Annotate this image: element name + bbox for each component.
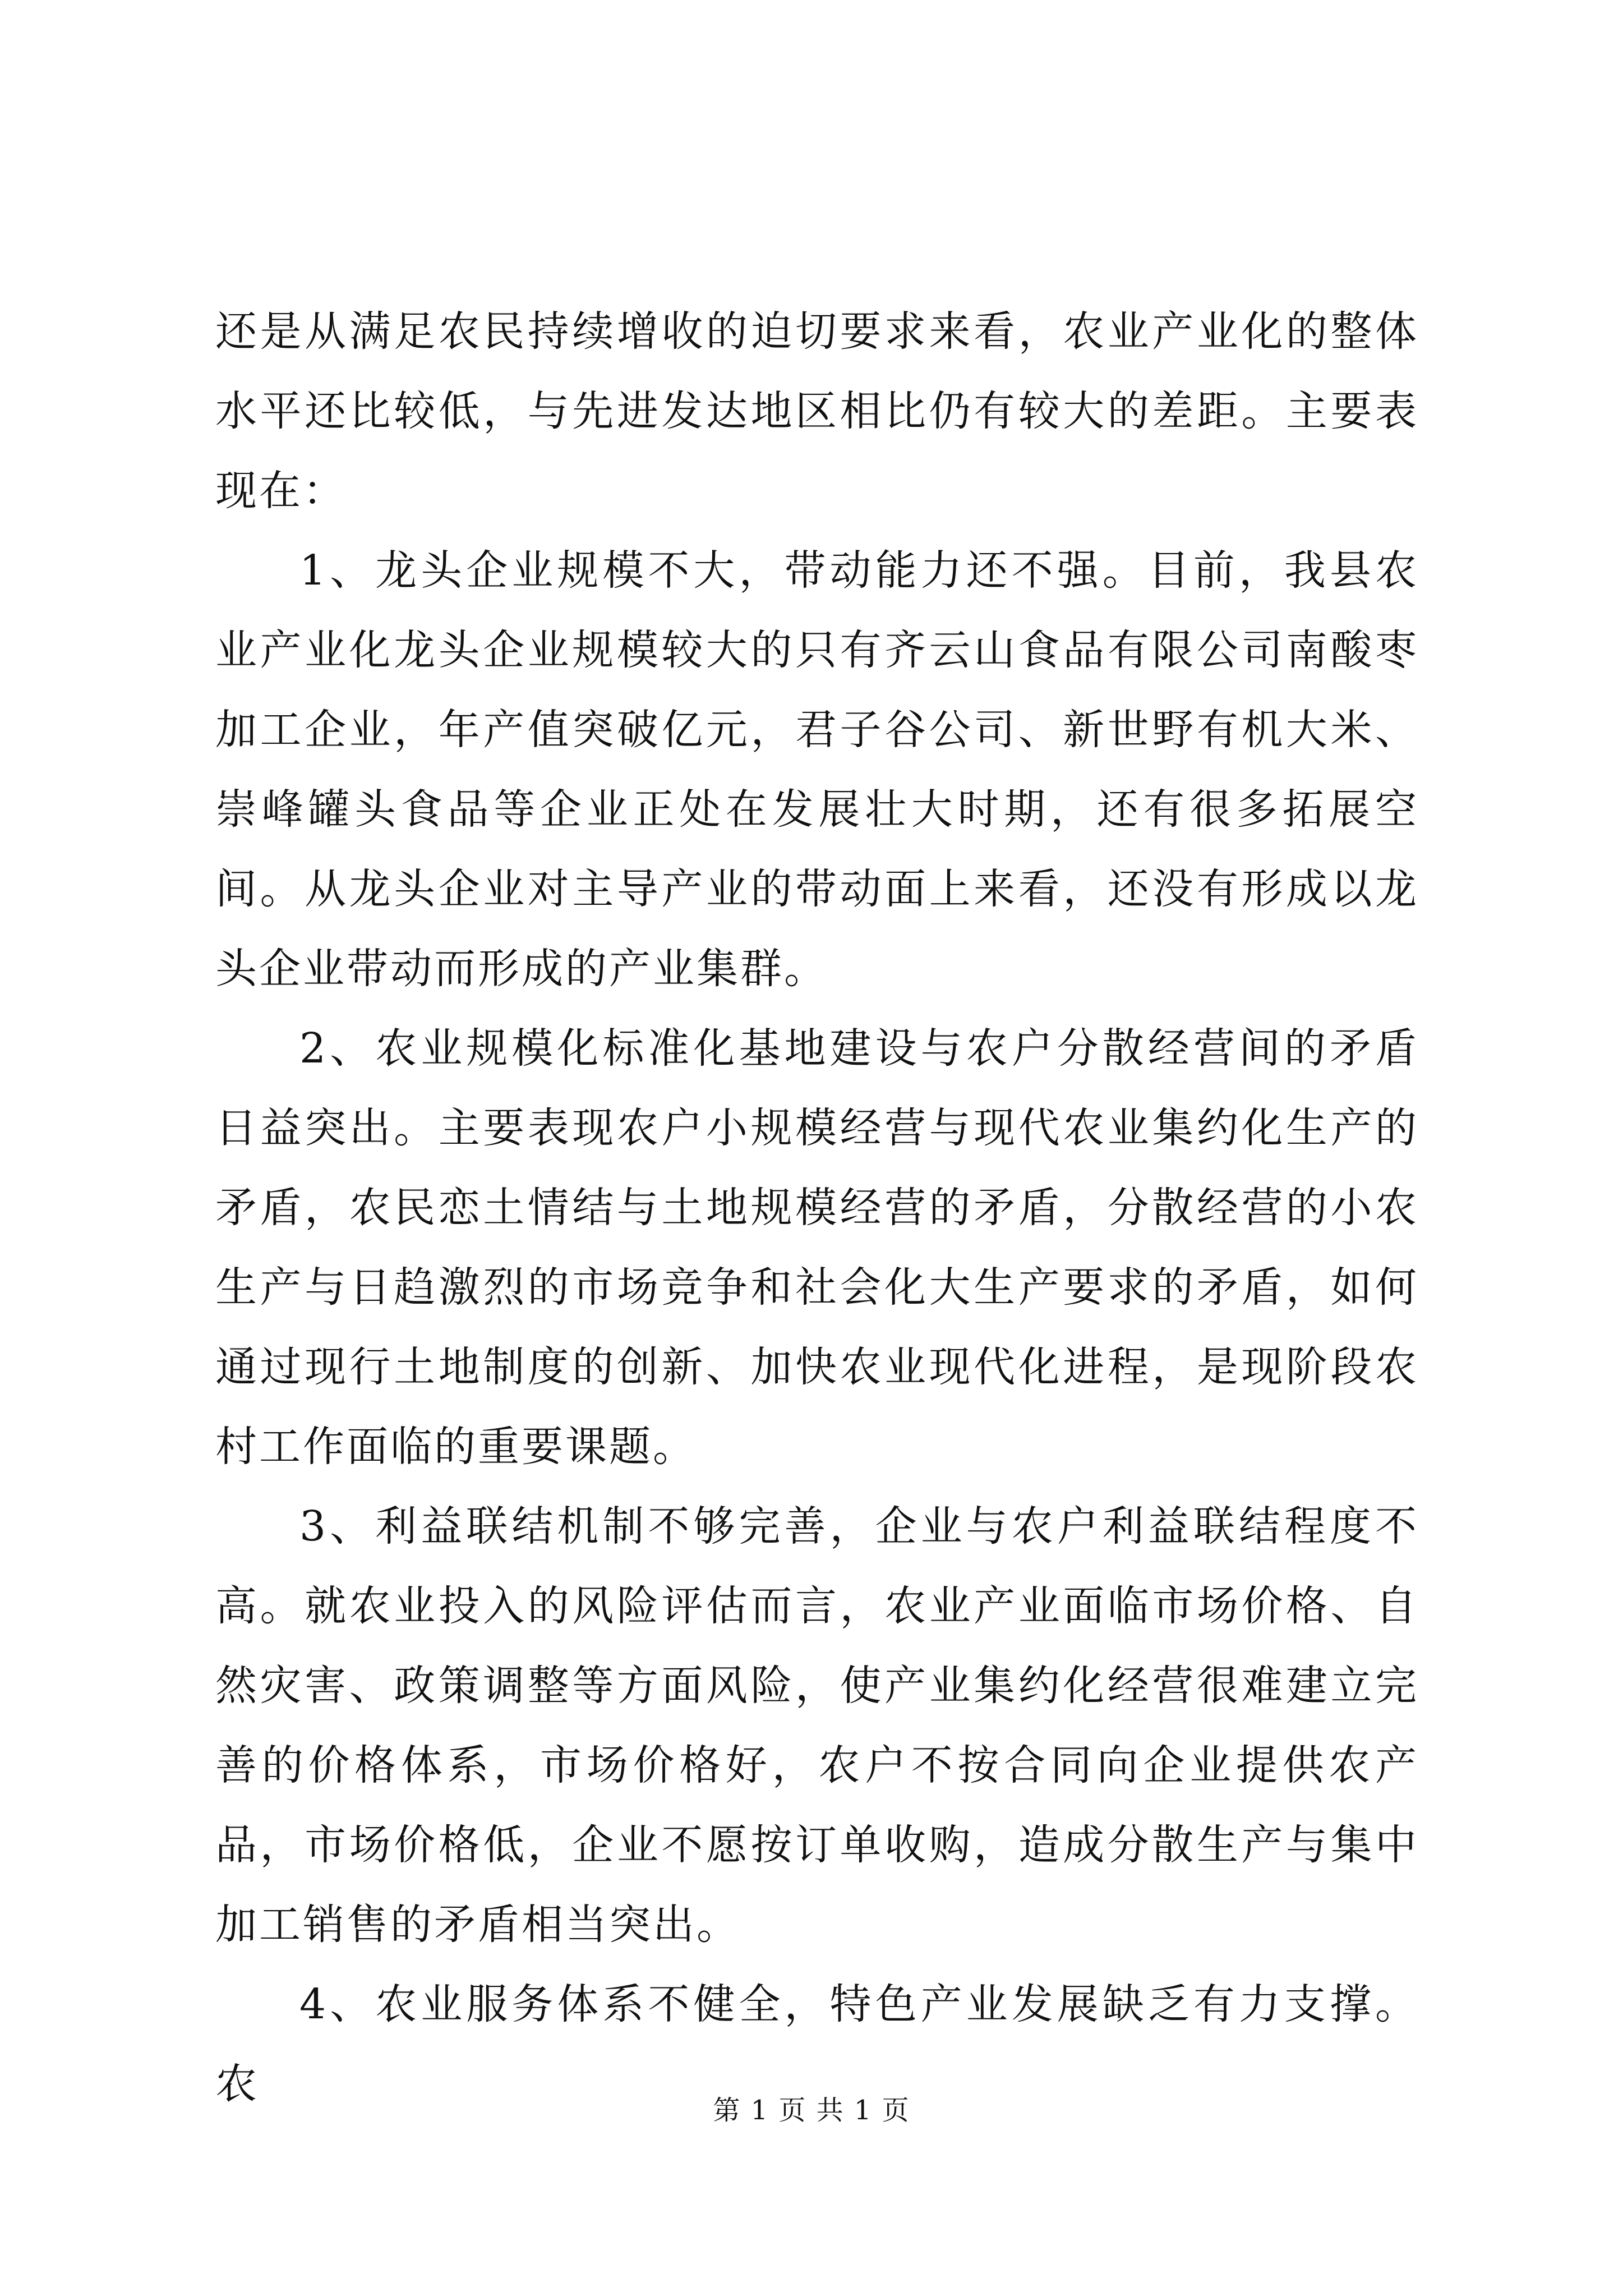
page-footer: 第 1 页 共 1 页 (713, 2095, 910, 2126)
paragraph-item-1: 1、龙头企业规模不大，带动能力还不强。目前，我县农业产业化龙头企业规模较大的只有齐云山食品有限公司南酸枣加工企业，年产值突破亿元，君子谷公司、新世野有机大米、崇峰罐头食品等企业正处在发展壮大时期，还有很多拓展空间。从龙头企业对主导产业的带动面上来看，还没有形成以龙头企业带动而形成的产业集群。 (215, 546, 1419, 993)
paragraph-item-2: 2、农业规模化标准化基地建设与农户分散经营间的矛盾日益突出。主要表现农户小规模经营与现代农业集约化生产的矛盾，农民恋土情结与土地规模经营的矛盾，分散经营的小农生产与日趋激烈的市场竞争和社会化大生产要求的矛盾，如何通过现行土地制度的创新、加快农业现代化进程，是现阶段农村工作面临的重要课题。 (215, 1024, 1419, 1471)
paragraph-item-3: 3、利益联结机制不够完善，企业与农户利益联结程度不高。就农业投入的风险评估而言，农业产业面临市场价格、自然灾害、政策调整等方面风险，使产业集约化经营很难建立完善的价格体系，市场价格好，农户不按合同向企业提供农产品，市场价格低，企业不愿按订单收购，造成分散生产与集中加工销售的矛盾相当突出。 (215, 1502, 1419, 1949)
paragraph-item-4: 4、农业服务体系不健全，特色产业发展缺乏有力支撑。农 (215, 1980, 1419, 2108)
document-body (215, 292, 1419, 2124)
paragraph-continuation: 还是从满足农民持续增收的迫切要求来看，农业产业化的整体水平还比较低，与先进发达地区相比仍有较大的差距。主要表现在： (215, 307, 1419, 515)
